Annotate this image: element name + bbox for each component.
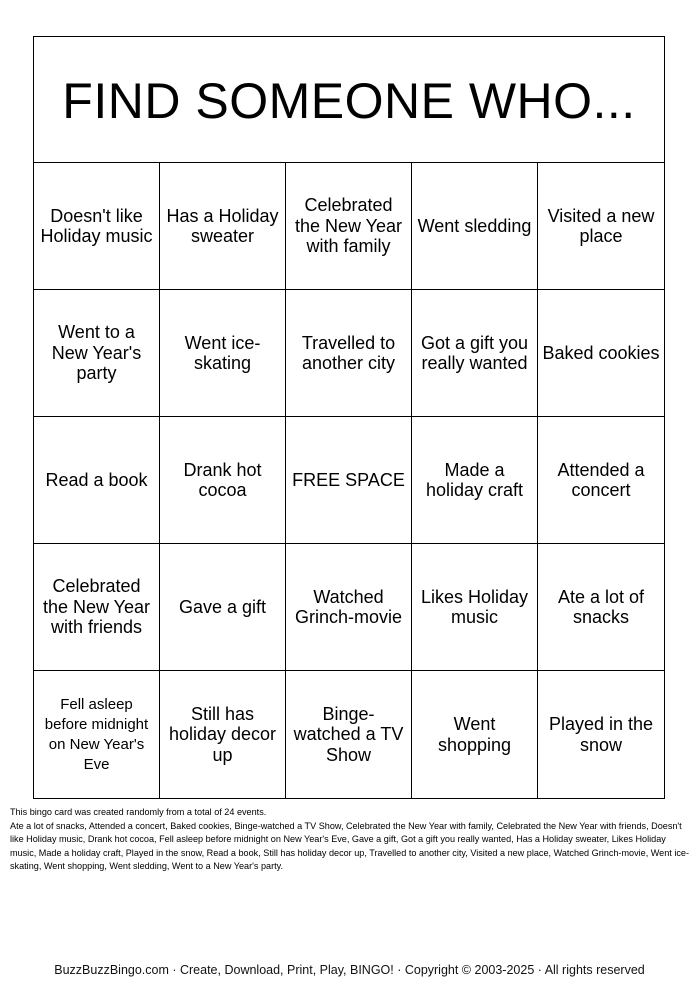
bingo-cell: Celebrated the New Year with family [286, 163, 412, 290]
bingo-cell: Travelled to another city [286, 290, 412, 417]
bingo-cell: Went shopping [412, 671, 538, 798]
bingo-cell: Ate a lot of snacks [538, 544, 664, 671]
bingo-cell: Doesn't like Holiday music [34, 163, 160, 290]
footnote-summary: This bingo card was created randomly from a total of 24 events. [10, 807, 267, 817]
bingo-cell: Likes Holiday music [412, 544, 538, 671]
bingo-cell: Gave a gift [160, 544, 286, 671]
bingo-cell: Binge-watched a TV Show [286, 671, 412, 798]
bingo-cell: Visited a new place [538, 163, 664, 290]
free-space-cell: FREE SPACE [286, 417, 412, 544]
bingo-cell: Went sledding [412, 163, 538, 290]
bingo-cell: Has a Holiday sweater [160, 163, 286, 290]
footnote-events: Ate a lot of snacks, Attended a concert, Baked cookies, Binge-watched a TV Show, Celebrated the New Year with family, Celebrated the New Year with friends, Doesn't like Holiday music, Drank hot cocoa, Fell asleep before midnight on New Year's Eve, Gave a gift, Got a gift you really wanted, Has a Holiday sweater, Likes Holiday music, Made a holiday craft, Played in the snow, Read a book, Still has holiday decor up, Travelled to another city, Visited a new place, Watched Grinch-movie, Went ice-skating, Went shopping, Went sledding, Went to a New Year's party. [10, 820, 690, 871]
bingo-cell: Played in the snow [548, 714, 654, 755]
card-title: FIND SOMEONE WHO... [34, 37, 664, 163]
bingo-card [33, 36, 665, 799]
bingo-cell: Drank hot cocoa [160, 417, 286, 544]
bingo-cell: Got a gift you really wanted [412, 290, 538, 417]
site-footer: BuzzBuzzBingo.com · Create, Download, Print, Play, BINGO! · Copyright © 2003-2025 · All rights reserved [54, 963, 645, 977]
bingo-cell: Went ice-skating [160, 290, 286, 417]
bingo-cell: Read a book [34, 417, 160, 544]
bingo-cell: Celebrated the New Year with friends [34, 544, 160, 671]
bingo-cell: Still has holiday decor up [160, 671, 286, 798]
bingo-grid [34, 163, 664, 798]
bingo-cell: Watched Grinch-movie [286, 544, 412, 671]
bingo-cell: Baked cookies [538, 290, 664, 417]
bingo-cell: Made a holiday craft [412, 417, 538, 544]
event-list-footnote [10, 806, 690, 874]
bingo-cell: Went to a New Year's party [34, 290, 160, 417]
bingo-cell: Attended a concert [538, 417, 664, 544]
bingo-cell: Fell asleep before midnight on New Year's Eve [34, 671, 160, 798]
